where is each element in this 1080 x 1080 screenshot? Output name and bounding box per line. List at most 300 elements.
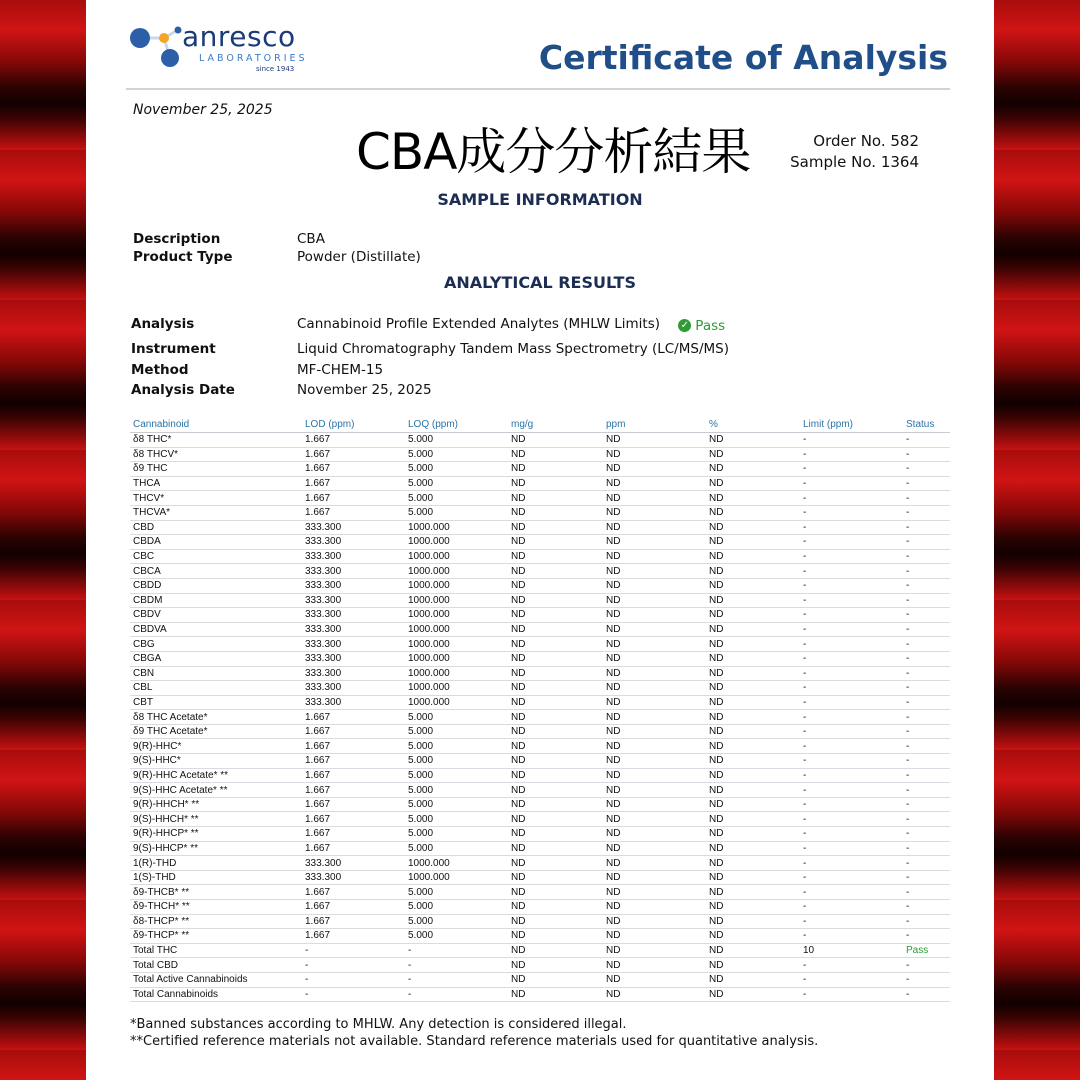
table-cell: 9(R)-HHCP* ** <box>130 827 302 842</box>
table-header-row <box>130 417 950 433</box>
table-row <box>130 564 950 579</box>
table-cell: - <box>800 812 903 827</box>
table-cell: ND <box>706 549 800 564</box>
table-cell: 333.300 <box>302 593 405 608</box>
table-cell: ND <box>508 433 603 448</box>
analysis-value-wrap <box>297 316 725 334</box>
table-row <box>130 929 950 944</box>
table-cell: - <box>405 943 508 958</box>
instrument-label: Instrument <box>131 341 216 357</box>
table-cell: - <box>903 666 950 681</box>
table-cell: δ9 THC Acetate* <box>130 724 302 739</box>
table-cell: δ9 THC <box>130 462 302 477</box>
table-cell: ND <box>603 943 706 958</box>
table-cell: ND <box>706 535 800 550</box>
table-row <box>130 812 950 827</box>
table-cell: ND <box>706 622 800 637</box>
analysis-date-label: Analysis Date <box>131 382 235 398</box>
table-cell: - <box>302 972 405 987</box>
table-cell: 1.667 <box>302 783 405 798</box>
table-cell: δ8 THC Acetate* <box>130 710 302 725</box>
order-block <box>790 131 919 173</box>
pass-label: Pass <box>695 317 726 334</box>
table-row <box>130 476 950 491</box>
table-cell: 1000.000 <box>405 593 508 608</box>
table-cell: - <box>800 710 903 725</box>
table-cell: 5.000 <box>405 900 508 915</box>
table-cell: ND <box>603 900 706 915</box>
table-cell: THCA <box>130 476 302 491</box>
table-cell: 1000.000 <box>405 520 508 535</box>
table-cell: - <box>903 754 950 769</box>
table-cell: - <box>903 710 950 725</box>
table-cell: - <box>800 535 903 550</box>
table-cell: 1.667 <box>302 885 405 900</box>
table-cell: - <box>800 491 903 506</box>
table-cell: ND <box>706 900 800 915</box>
table-cell: - <box>903 564 950 579</box>
table-cell: ND <box>706 433 800 448</box>
table-cell: ND <box>508 987 603 1002</box>
sample-info-heading: SAMPLE INFORMATION <box>437 190 643 209</box>
table-cell: - <box>903 578 950 593</box>
column-header: LOD (ppm) <box>302 417 405 433</box>
table-cell: 333.300 <box>302 666 405 681</box>
table-row <box>130 856 950 871</box>
table-cell: CBCA <box>130 564 302 579</box>
table-cell: - <box>302 958 405 973</box>
logo-wordmark: anresco <box>182 20 296 53</box>
table-row <box>130 651 950 666</box>
table-cell: 1000.000 <box>405 666 508 681</box>
table-cell: 9(S)-HHCH* ** <box>130 812 302 827</box>
table-cell: - <box>800 827 903 842</box>
table-cell: ND <box>706 447 800 462</box>
table-cell: CBG <box>130 637 302 652</box>
table-cell: - <box>800 505 903 520</box>
table-cell: ND <box>508 812 603 827</box>
table-cell: ND <box>706 987 800 1002</box>
right-red-border <box>994 0 1080 1080</box>
table-cell: ND <box>603 739 706 754</box>
table-cell: - <box>800 637 903 652</box>
table-cell: ND <box>706 724 800 739</box>
table-cell: ND <box>603 666 706 681</box>
japanese-title: CBA成分分析結果 <box>356 123 751 181</box>
table-cell: ND <box>508 827 603 842</box>
table-cell: 1.667 <box>302 433 405 448</box>
table-cell: ND <box>706 505 800 520</box>
table-cell: δ8 THC* <box>130 433 302 448</box>
analytical-results-heading: ANALYTICAL RESULTS <box>444 273 636 292</box>
table-cell: ND <box>508 870 603 885</box>
table-row <box>130 433 950 448</box>
table-cell: ND <box>603 433 706 448</box>
table-cell: 1000.000 <box>405 856 508 871</box>
table-row <box>130 666 950 681</box>
table-cell: THCVA* <box>130 505 302 520</box>
table-cell: - <box>800 724 903 739</box>
table-row <box>130 710 950 725</box>
table-cell: 1000.000 <box>405 564 508 579</box>
table-cell: - <box>903 476 950 491</box>
table-cell: ND <box>508 972 603 987</box>
table-row <box>130 593 950 608</box>
table-cell: CBDVA <box>130 622 302 637</box>
table-cell: ND <box>508 856 603 871</box>
table-cell: 333.300 <box>302 651 405 666</box>
table-cell: ND <box>706 681 800 696</box>
table-cell: - <box>800 622 903 637</box>
table-cell: ND <box>706 812 800 827</box>
footnote-1: *Banned substances according to MHLW. Any detection is considered illegal. <box>130 1017 627 1032</box>
table-cell: CBGA <box>130 651 302 666</box>
table-cell: - <box>800 608 903 623</box>
table-row <box>130 724 950 739</box>
table-cell: - <box>800 739 903 754</box>
table-cell: - <box>800 841 903 856</box>
table-cell: 5.000 <box>405 491 508 506</box>
table-cell: - <box>903 447 950 462</box>
description-value: CBA <box>297 231 325 247</box>
table-cell: 5.000 <box>405 724 508 739</box>
table-cell: - <box>903 637 950 652</box>
table-cell: ND <box>508 739 603 754</box>
table-cell: 1.667 <box>302 929 405 944</box>
table-cell: ND <box>508 914 603 929</box>
table-cell: - <box>903 505 950 520</box>
table-cell: - <box>800 476 903 491</box>
table-cell: CBDA <box>130 535 302 550</box>
table-cell: ND <box>508 885 603 900</box>
table-row <box>130 783 950 798</box>
table-cell: ND <box>508 943 603 958</box>
table-cell: 1.667 <box>302 768 405 783</box>
table-cell: - <box>903 768 950 783</box>
table-cell: THCV* <box>130 491 302 506</box>
table-cell: - <box>800 870 903 885</box>
table-cell: - <box>903 681 950 696</box>
table-cell: 5.000 <box>405 783 508 798</box>
table-cell: 9(S)-HHC Acetate* ** <box>130 783 302 798</box>
table-cell: ND <box>508 578 603 593</box>
table-row <box>130 681 950 696</box>
table-cell: ND <box>508 651 603 666</box>
instrument-value: Liquid Chromatography Tandem Mass Spectrometry (LC/MS/MS) <box>297 341 729 357</box>
table-cell: 5.000 <box>405 768 508 783</box>
column-header: Cannabinoid <box>130 417 302 433</box>
product-type-value: Powder (Distillate) <box>297 249 421 265</box>
table-cell: ND <box>508 958 603 973</box>
table-cell: - <box>800 447 903 462</box>
table-cell: 1000.000 <box>405 681 508 696</box>
table-cell: - <box>800 651 903 666</box>
table-row <box>130 505 950 520</box>
table-row <box>130 958 950 973</box>
table-cell: ND <box>706 870 800 885</box>
table-cell: ND <box>508 622 603 637</box>
table-cell: - <box>903 608 950 623</box>
table-cell: - <box>903 549 950 564</box>
table-cell: ND <box>603 827 706 842</box>
pass-badge <box>678 318 725 334</box>
table-row <box>130 827 950 842</box>
table-row <box>130 462 950 477</box>
table-cell: ND <box>603 651 706 666</box>
table-cell: ND <box>603 797 706 812</box>
table-cell: 1(R)-THD <box>130 856 302 871</box>
table-cell: 1.667 <box>302 491 405 506</box>
table-cell: 333.300 <box>302 520 405 535</box>
table-cell: - <box>800 797 903 812</box>
table-cell: ND <box>706 885 800 900</box>
table-cell: 1.667 <box>302 724 405 739</box>
table-row <box>130 870 950 885</box>
table-cell: ND <box>508 681 603 696</box>
table-cell: - <box>800 768 903 783</box>
table-cell: ND <box>706 768 800 783</box>
table-cell: - <box>800 972 903 987</box>
table-cell: ND <box>508 768 603 783</box>
table-cell: ND <box>508 666 603 681</box>
table-cell: - <box>903 841 950 856</box>
table-cell: - <box>903 929 950 944</box>
table-cell: ND <box>706 593 800 608</box>
table-cell: 333.300 <box>302 681 405 696</box>
table-row <box>130 841 950 856</box>
table-cell: ND <box>508 564 603 579</box>
table-cell: - <box>903 651 950 666</box>
table-cell: 10 <box>800 943 903 958</box>
table-cell: ND <box>706 608 800 623</box>
table-cell: ND <box>508 754 603 769</box>
table-cell: - <box>903 739 950 754</box>
table-cell: ND <box>603 462 706 477</box>
table-cell: 1(S)-THD <box>130 870 302 885</box>
table-cell: 1.667 <box>302 827 405 842</box>
table-cell: ND <box>508 710 603 725</box>
table-cell: - <box>903 812 950 827</box>
table-cell: 1000.000 <box>405 549 508 564</box>
table-cell: - <box>800 914 903 929</box>
column-header: ppm <box>603 417 706 433</box>
table-cell: ND <box>603 447 706 462</box>
table-cell: ND <box>706 827 800 842</box>
results-table <box>130 417 950 1002</box>
table-row <box>130 447 950 462</box>
table-cell: Total CBD <box>130 958 302 973</box>
column-header: Limit (ppm) <box>800 417 903 433</box>
certificate-page <box>86 0 994 1080</box>
table-cell: - <box>800 754 903 769</box>
table-cell: ND <box>508 505 603 520</box>
column-header: mg/g <box>508 417 603 433</box>
table-cell: ND <box>706 914 800 929</box>
table-cell: - <box>800 462 903 477</box>
table-cell: ND <box>706 462 800 477</box>
table-cell: ND <box>508 900 603 915</box>
table-cell: - <box>800 885 903 900</box>
table-cell: - <box>903 783 950 798</box>
logo-since: since 1943 <box>256 65 295 73</box>
table-cell: δ8-THCP* ** <box>130 914 302 929</box>
table-cell: - <box>800 549 903 564</box>
table-cell: ND <box>706 710 800 725</box>
table-cell: ND <box>603 535 706 550</box>
table-cell: 333.300 <box>302 549 405 564</box>
footnote-2: **Certified reference materials not available. Standard reference materials used for quantitative analysis. <box>130 1034 819 1049</box>
report-date: November 25, 2025 <box>133 102 273 118</box>
table-cell: 5.000 <box>405 710 508 725</box>
table-cell: ND <box>603 929 706 944</box>
table-cell: ND <box>603 812 706 827</box>
table-cell: 5.000 <box>405 841 508 856</box>
table-cell: ND <box>508 797 603 812</box>
table-cell: ND <box>603 958 706 973</box>
table-cell: 1.667 <box>302 447 405 462</box>
table-cell: 1.667 <box>302 710 405 725</box>
table-cell: 1.667 <box>302 462 405 477</box>
table-cell: ND <box>603 549 706 564</box>
table-row <box>130 549 950 564</box>
table-cell: ND <box>706 739 800 754</box>
table-row <box>130 900 950 915</box>
table-cell: - <box>903 535 950 550</box>
table-cell: 1.667 <box>302 914 405 929</box>
table-cell: ND <box>508 462 603 477</box>
check-icon: ✓ <box>678 319 691 332</box>
table-cell: ND <box>706 958 800 973</box>
table-cell: - <box>903 914 950 929</box>
table-cell: ND <box>603 520 706 535</box>
description-label: Description <box>133 231 221 247</box>
table-cell: 333.300 <box>302 637 405 652</box>
table-cell: 5.000 <box>405 505 508 520</box>
table-cell: ND <box>603 622 706 637</box>
table-cell: ND <box>706 943 800 958</box>
table-cell: 1.667 <box>302 797 405 812</box>
table-cell: - <box>903 462 950 477</box>
table-cell: - <box>800 987 903 1002</box>
table-cell: - <box>800 433 903 448</box>
table-cell: - <box>903 797 950 812</box>
table-cell: ND <box>706 695 800 710</box>
table-cell: Total THC <box>130 943 302 958</box>
table-cell: ND <box>603 695 706 710</box>
table-row <box>130 622 950 637</box>
table-cell: 5.000 <box>405 754 508 769</box>
table-cell: CBC <box>130 549 302 564</box>
table-row <box>130 914 950 929</box>
table-cell: 9(R)-HHC Acetate* ** <box>130 768 302 783</box>
table-cell: 333.300 <box>302 622 405 637</box>
table-cell: ND <box>706 783 800 798</box>
table-cell: 1.667 <box>302 476 405 491</box>
table-cell: 1000.000 <box>405 637 508 652</box>
table-row <box>130 943 950 958</box>
table-cell: ND <box>603 593 706 608</box>
table-cell: 333.300 <box>302 608 405 623</box>
table-cell: ND <box>508 447 603 462</box>
analysis-value: Cannabinoid Profile Extended Analytes (MHLW Limits) <box>297 316 660 332</box>
table-cell: ND <box>603 885 706 900</box>
table-cell: - <box>800 695 903 710</box>
table-row <box>130 535 950 550</box>
table-cell: ND <box>706 651 800 666</box>
table-cell: 333.300 <box>302 535 405 550</box>
table-cell: ND <box>508 476 603 491</box>
table-cell: CBDD <box>130 578 302 593</box>
table-cell: ND <box>603 783 706 798</box>
table-cell: ND <box>603 768 706 783</box>
method-value: MF-CHEM-15 <box>297 362 384 378</box>
table-cell: 5.000 <box>405 797 508 812</box>
table-cell: 5.000 <box>405 885 508 900</box>
table-cell: ND <box>706 491 800 506</box>
table-cell: ND <box>603 724 706 739</box>
table-cell: - <box>903 958 950 973</box>
table-cell: ND <box>603 578 706 593</box>
table-cell: - <box>302 943 405 958</box>
table-cell: ND <box>603 914 706 929</box>
table-cell: δ9-THCB* ** <box>130 885 302 900</box>
table-cell: - <box>405 987 508 1002</box>
table-cell: - <box>800 564 903 579</box>
table-cell: CBD <box>130 520 302 535</box>
table-cell: ND <box>508 695 603 710</box>
table-cell: - <box>903 724 950 739</box>
table-cell: - <box>903 491 950 506</box>
table-cell: - <box>302 987 405 1002</box>
table-cell: ND <box>706 637 800 652</box>
table-cell: ND <box>508 535 603 550</box>
table-cell: ND <box>603 505 706 520</box>
table-cell: ND <box>603 608 706 623</box>
table-cell: - <box>800 520 903 535</box>
table-cell: CBDM <box>130 593 302 608</box>
table-cell: - <box>800 681 903 696</box>
sample-number: Sample No. 1364 <box>790 153 919 171</box>
table-cell: ND <box>706 564 800 579</box>
table-row <box>130 797 950 812</box>
table-cell: 333.300 <box>302 870 405 885</box>
column-header: Status <box>903 417 950 433</box>
table-cell: Pass <box>903 943 950 958</box>
table-cell: ND <box>706 754 800 769</box>
table-cell: ND <box>603 491 706 506</box>
table-cell: ND <box>603 972 706 987</box>
table-cell: ND <box>508 637 603 652</box>
table-cell: CBDV <box>130 608 302 623</box>
table-cell: 1.667 <box>302 812 405 827</box>
table-cell: δ8 THCV* <box>130 447 302 462</box>
table-cell: 9(S)-HHCP* ** <box>130 841 302 856</box>
table-cell: δ9-THCP* ** <box>130 929 302 944</box>
table-cell: - <box>903 870 950 885</box>
table-cell: 333.300 <box>302 564 405 579</box>
table-cell: ND <box>508 929 603 944</box>
table-cell: 5.000 <box>405 447 508 462</box>
table-row <box>130 754 950 769</box>
table-cell: 1000.000 <box>405 578 508 593</box>
table-cell: ND <box>706 856 800 871</box>
table-cell: ND <box>508 608 603 623</box>
table-cell: - <box>903 520 950 535</box>
table-cell: ND <box>603 841 706 856</box>
table-cell: 5.000 <box>405 476 508 491</box>
table-cell: ND <box>508 724 603 739</box>
table-cell: 333.300 <box>302 856 405 871</box>
